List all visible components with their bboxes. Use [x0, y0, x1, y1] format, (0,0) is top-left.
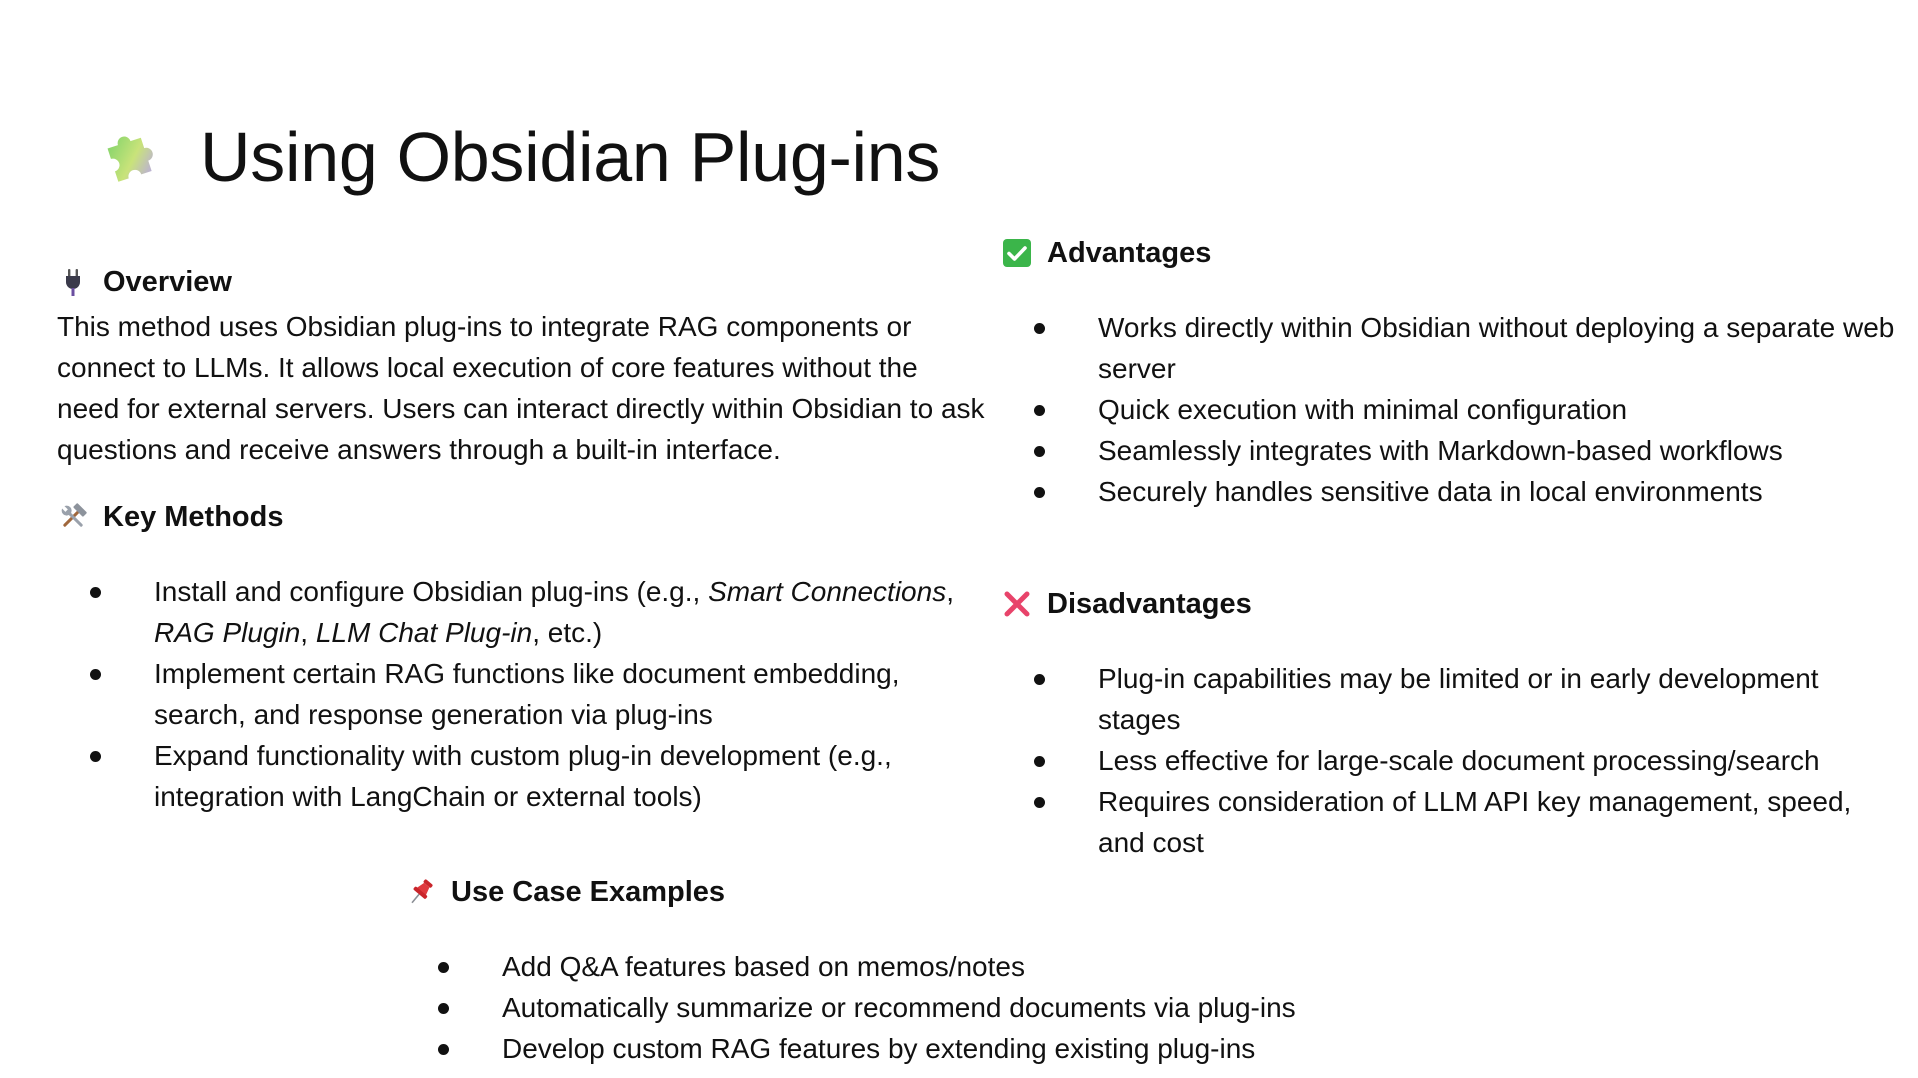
bullet-dot [1034, 797, 1045, 808]
list-item [57, 653, 987, 735]
bullet-dot [1034, 487, 1045, 498]
text-run: , etc.) [532, 617, 603, 648]
cross-mark-icon [1001, 588, 1033, 620]
list-item-text: Implement certain RAG functions like document embedding, search, and response generation via plug-ins [154, 658, 900, 730]
use-cases-heading-row [405, 872, 1605, 912]
bullet-dot [438, 1003, 449, 1014]
page-title: Using Obsidian Plug-ins [200, 118, 941, 196]
overview-heading: Overview [103, 265, 232, 298]
disadvantages-section [1001, 584, 1901, 863]
list-item-text: Quick execution with minimal configuration [1098, 394, 1628, 425]
list-item-text: Securely handles sensitive data in local environments [1098, 476, 1763, 507]
list-item [1001, 781, 1901, 863]
bullet-dot [90, 587, 101, 598]
plugin-name: LLM Chat Plug-in [315, 617, 533, 648]
advantages-section [1001, 233, 1901, 512]
list-item [1001, 471, 1901, 512]
disadvantages-heading-row [1001, 584, 1901, 624]
puzzle-piece-icon [96, 122, 166, 192]
list-item [57, 571, 987, 653]
list-item-text: Develop custom RAG features by extending existing plug-ins [502, 1033, 1256, 1064]
bullet-dot [1034, 446, 1045, 457]
use-cases-list [405, 946, 1605, 1069]
list-item [57, 735, 987, 817]
list-item [1001, 658, 1901, 740]
key-methods-heading-row [57, 497, 987, 537]
list-item [405, 946, 1605, 987]
overview-paragraph: This method uses Obsidian plug-ins to integrate RAG components or connect to LLMs. It allows local execution of core features without the need for external servers. Users can interact directly within Obsidian to ask questions and receive answers through a built-in interface. [57, 311, 985, 465]
list-item-text: Plug-in capabilities may be limited or in early development stages [1098, 663, 1819, 735]
check-mark-icon [1001, 237, 1033, 269]
list-item [1001, 389, 1901, 430]
list-item-text: Add Q&A features based on memos/notes [502, 951, 1025, 982]
text-run: , [946, 576, 954, 607]
bullet-dot [1034, 323, 1045, 334]
bullet-dot [438, 1044, 449, 1055]
list-item-text: Expand functionality with custom plug-in development (e.g., integration with LangChain or external tools) [154, 740, 892, 812]
key-methods-section [57, 497, 987, 817]
disadvantages-list [1001, 658, 1901, 863]
list-item-text: Works directly within Obsidian without deploying a separate web server [1098, 312, 1895, 384]
plug-icon [57, 266, 89, 298]
key-methods-heading: Key Methods [103, 500, 284, 533]
plugin-name: Smart Connections [708, 576, 947, 607]
list-item-text: Less effective for large-scale document processing/search [1098, 745, 1820, 776]
bullet-dot [1034, 756, 1045, 767]
advantages-heading-row [1001, 233, 1901, 273]
bullet-dot [1034, 405, 1045, 416]
list-item [1001, 740, 1901, 781]
list-item [1001, 430, 1901, 471]
list-item-text: Automatically summarize or recommend documents via plug-ins [502, 992, 1296, 1023]
key-methods-list [57, 571, 987, 817]
overview-section [57, 262, 987, 470]
pushpin-icon [405, 876, 437, 908]
advantages-list [1001, 307, 1901, 512]
use-cases-heading: Use Case Examples [451, 875, 726, 908]
hammer-and-wrench-icon [57, 501, 89, 533]
bullet-dot [438, 962, 449, 973]
advantages-heading: Advantages [1047, 236, 1212, 269]
slide-title [96, 112, 940, 202]
list-item [1001, 307, 1901, 389]
use-cases-section [405, 872, 1605, 1069]
list-item [405, 1028, 1605, 1069]
bullet-dot [90, 751, 101, 762]
list-item [405, 987, 1605, 1028]
overview-heading-row [57, 262, 987, 302]
plugin-name: RAG Plugin [154, 617, 301, 648]
list-item-text: Seamlessly integrates with Markdown-based workflows [1098, 435, 1783, 466]
bullet-dot [1034, 674, 1045, 685]
text-run: Install and configure Obsidian plug-ins (e.g., [154, 576, 709, 607]
bullet-dot [90, 669, 101, 680]
text-run: , [300, 617, 316, 648]
disadvantages-heading: Disadvantages [1047, 587, 1252, 620]
list-item-text: Requires consideration of LLM API key management, speed, and cost [1098, 786, 1852, 858]
